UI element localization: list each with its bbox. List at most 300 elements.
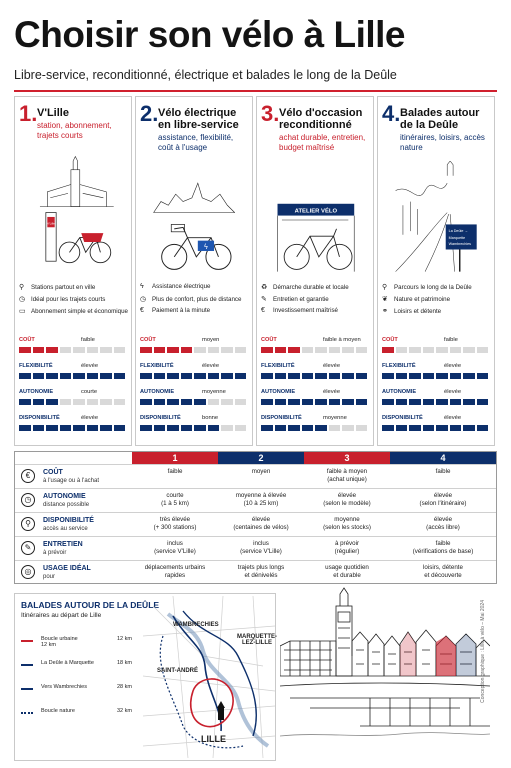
metric-value: moyenne [323, 415, 347, 421]
metric-bar-segment [194, 425, 206, 431]
card-icon: ▭ [19, 308, 26, 315]
metric-bar-segment [140, 399, 152, 405]
table-row-sublabel: à l'usage ou à l'achat [43, 478, 99, 484]
metric-bar-segment [46, 347, 58, 353]
metric-value: élevée [444, 363, 462, 369]
city-lille: LILLE [201, 734, 226, 744]
metric-bar-segment [315, 425, 327, 431]
card-feature-text: Entretien et garantie [273, 296, 329, 303]
metric-bar-segment [382, 425, 394, 431]
table-cell: moyenne (selon les stocks) [323, 516, 371, 531]
metric-bar-segment [73, 399, 85, 405]
table-row-sublabel: accès au service [43, 526, 88, 532]
metric-label: AUTONOMIE [19, 389, 54, 395]
metric-bar-segment [73, 425, 85, 431]
metric-bar-segment [19, 399, 31, 405]
metric-bar [261, 425, 367, 431]
metric-bar-segment [288, 373, 300, 379]
metric-label: AUTONOMIE [382, 389, 417, 395]
metric-bar-segment [181, 399, 193, 405]
metric-bar-segment [342, 373, 354, 379]
metric-bar-segment [382, 347, 394, 353]
metric-bar-segment [87, 399, 99, 405]
wrench-icon: ✎ [21, 541, 35, 555]
table-row [15, 512, 496, 536]
metric-bar-segment [302, 399, 314, 405]
metric-bar-segment [356, 399, 368, 405]
metric-bar-segment [114, 347, 126, 353]
metric-label: AUTONOMIE [261, 389, 296, 395]
metric-bar-segment [100, 399, 112, 405]
metric-bar [140, 399, 246, 405]
clock-icon: ◷ [21, 493, 35, 507]
card-feature-text: Nature et patrimoine [394, 296, 451, 303]
option-card-1 [14, 96, 132, 446]
metric-bar-segment [396, 373, 408, 379]
table-cell: élevée (centaines de vélos) [233, 516, 289, 531]
table-cell: faible à moyen (achat unique) [326, 468, 368, 483]
metric-value: élevée [323, 389, 341, 395]
legend-label: La Deûle à Marquette [41, 660, 94, 666]
metric-bar-segment [356, 347, 368, 353]
table-row [15, 464, 496, 488]
card-feature [382, 295, 450, 303]
metric-bar-segment [140, 425, 152, 431]
metric-bar-segment [181, 373, 193, 379]
map-subtitle: Itinéraires au départ de Lille [21, 612, 102, 619]
card-feature-text: Loisirs et détente [394, 308, 442, 315]
metric-bar-segment [19, 373, 31, 379]
table-row-label: AUTONOMIE [43, 493, 86, 500]
metric-value: élevée [81, 415, 99, 421]
metric-label: FLEXIBILITÉ [261, 363, 295, 369]
metric-bar-segment [100, 347, 112, 353]
table-cell: inclus (service V'Lille) [240, 540, 282, 555]
legend-line [21, 640, 33, 642]
legend-distance: 12 km [117, 636, 132, 642]
metric-bar-segment [235, 347, 247, 353]
euro-icon: € [21, 469, 35, 483]
metric-bar-segment [221, 347, 233, 353]
table-row [15, 488, 496, 512]
table-row [15, 560, 496, 584]
metric-bar-segment [208, 347, 220, 353]
card-feature-text: Abonnement simple et économique [31, 308, 128, 315]
card-feature-text: Plus de confort, plus de distance [152, 296, 242, 303]
metric-bar-segment [382, 373, 394, 379]
metric-bar-segment [409, 399, 421, 405]
metric-bar-segment [342, 425, 354, 431]
legend-label: Vers Wambrechies [41, 684, 87, 690]
table-cell: déplacements urbains rapides [144, 564, 206, 579]
metric-label: DISPONIBILITÉ [140, 415, 181, 421]
metric-bar-segment [261, 347, 273, 353]
map-legend-item [21, 636, 141, 650]
metric-bar-segment [342, 347, 354, 353]
city-saint-andre: SAINT-ANDRÉ [157, 668, 199, 674]
metric-bar-segment [140, 347, 152, 353]
table-cell: faible [435, 468, 451, 475]
metric-bar-segment [167, 399, 179, 405]
metric-bar-segment [275, 373, 287, 379]
table-cell: inclus (service V'Lille) [154, 540, 196, 555]
euro-icon: € [140, 307, 144, 314]
metric-bar-segment [329, 373, 341, 379]
metric-bar-segment [463, 425, 475, 431]
metric-bar-segment [436, 399, 448, 405]
metric-bar-segment [261, 399, 273, 405]
metric-bar [382, 347, 488, 353]
metric-bar-segment [154, 425, 166, 431]
metric-bar-segment [154, 347, 166, 353]
metric-bar-segment [87, 347, 99, 353]
metric-label: DISPONIBILITÉ [19, 415, 60, 421]
metric-bar-segment [46, 373, 58, 379]
card-feature-text: Stations partout en ville [31, 284, 96, 291]
svg-text:V'Lille: V'Lille [47, 221, 55, 226]
card-feature-text: Idéal pour les trajets courts [31, 296, 106, 303]
metric-bar-segment [409, 425, 421, 431]
metric-value: faible [81, 337, 95, 343]
metric-bar-segment [208, 399, 220, 405]
metric-bar-segment [221, 373, 233, 379]
table-row-sublabel: distance possible [43, 502, 90, 508]
table-cell: moyenne à élevée (10 à 25 km) [235, 492, 287, 507]
metric-bar-segment [73, 373, 85, 379]
table-cell: loisirs, détente et découverte [423, 564, 463, 579]
metric-bar-segment [275, 399, 287, 405]
metric-value: bonne [202, 415, 219, 421]
card-feature-text: Assistance électrique [152, 283, 211, 290]
table-cell: trajets plus longs et dénivelés [237, 564, 285, 579]
pin-icon: ⚲ [382, 284, 388, 291]
option-card-2 [135, 96, 253, 446]
table-row-label: DISPONIBILITÉ [43, 517, 94, 524]
metric-bar-segment [450, 425, 462, 431]
card-number: 2. [140, 101, 159, 126]
metric-bar-segment [275, 347, 287, 353]
title-divider [14, 90, 497, 92]
lille-square-sketch [280, 586, 490, 762]
wrench-icon: ✎ [261, 296, 267, 303]
table-cell: moyen [251, 468, 271, 475]
option-card-3 [256, 96, 374, 446]
metric-bar-segment [288, 399, 300, 405]
metric-bar-segment [477, 373, 489, 379]
metric-value: élevée [81, 363, 99, 369]
card-title: Vélo électrique en libre-service [158, 107, 239, 131]
metric-bar-segment [154, 373, 166, 379]
table-header-4: 4 [390, 452, 496, 464]
metric-bar [140, 425, 246, 431]
card-title: Balades autour de la Deûle [400, 107, 480, 131]
page-title: Choisir son vélo à Lille [14, 14, 405, 55]
metric-bar-segment [329, 425, 341, 431]
metric-bar-segment [167, 373, 179, 379]
card-illustration [139, 161, 250, 279]
metric-bar-segment [356, 425, 368, 431]
metric-bar-segment [423, 373, 435, 379]
table-header-1: 1 [132, 452, 218, 464]
metric-bar-segment [60, 347, 72, 353]
metric-bar-segment [342, 399, 354, 405]
metric-value: élevée [323, 363, 341, 369]
card-feature-text: Démarche durable et locale [273, 284, 349, 291]
metric-label: COÛT [261, 337, 277, 343]
metric-bar [382, 373, 488, 379]
city-wambrechies: WAMBRECHIES [173, 622, 219, 628]
city-marquette: MARQUETTE- LEZ-LILLE [237, 634, 277, 646]
metric-label: COÛT [140, 337, 156, 343]
metric-bar [382, 425, 488, 431]
metric-bar-segment [450, 347, 462, 353]
metric-bar-segment [409, 347, 421, 353]
metric-bar-segment [396, 425, 408, 431]
metric-bar-segment [450, 399, 462, 405]
page-subtitle: Libre-service, reconditionné, électrique et balades le long de la Deûle [14, 68, 397, 82]
metric-bar-segment [33, 399, 45, 405]
metric-bar-segment [396, 399, 408, 405]
comparison-table [14, 451, 497, 584]
card-feature [140, 283, 210, 290]
metric-label: DISPONIBILITÉ [382, 415, 423, 421]
metric-value: moyen [202, 337, 220, 343]
metric-bar-segment [167, 425, 179, 431]
metric-bar-segment [423, 425, 435, 431]
metric-bar [19, 347, 125, 353]
metric-bar-segment [315, 347, 327, 353]
deule-map-panel [14, 593, 276, 761]
metric-bar-segment [329, 347, 341, 353]
metric-bar-segment [114, 425, 126, 431]
table-row-sublabel: à prévoir [43, 550, 67, 556]
metric-bar-segment [73, 347, 85, 353]
card-subtitle: achat durable, entretien, budget maîtrisé [279, 133, 366, 152]
card-illustration [260, 161, 371, 279]
pin-icon: ⚲ [21, 517, 35, 531]
metric-bar-segment [46, 425, 58, 431]
metric-bar-segment [382, 399, 394, 405]
metric-bar-segment [33, 425, 45, 431]
table-cell: élevée (selon le modèle) [323, 492, 371, 507]
table-cell: élevée (selon l'itinéraire) [419, 492, 467, 507]
metric-bar-segment [235, 425, 247, 431]
metric-bar-segment [436, 425, 448, 431]
svg-text:ATELIER VÉLO: ATELIER VÉLO [294, 208, 338, 215]
clock-icon: ◷ [140, 296, 147, 303]
metric-bar-segment [194, 399, 206, 405]
card-feature [19, 295, 105, 303]
lille-belfry-icon [217, 701, 225, 720]
card-feature [140, 307, 210, 314]
metric-bar-segment [221, 425, 233, 431]
metric-bar-segment [302, 425, 314, 431]
metric-label: FLEXIBILITÉ [382, 363, 416, 369]
metric-bar-segment [33, 347, 45, 353]
metric-bar-segment [208, 373, 220, 379]
metric-bar-segment [194, 373, 206, 379]
metric-label: DISPONIBILITÉ [261, 415, 302, 421]
clock-icon: ◷ [19, 296, 26, 303]
recycle-icon: ♻ [261, 284, 268, 291]
metric-bar-segment [450, 373, 462, 379]
metric-bar-segment [194, 347, 206, 353]
metric-bar-segment [140, 373, 152, 379]
credit-text: Conception graphique : Lille à vélo – Mai 2024 [480, 600, 486, 703]
card-illustration [18, 155, 129, 273]
metric-value: courte [81, 389, 98, 395]
table-cell: à prévoir (régulier) [334, 540, 360, 555]
metric-bar-segment [436, 373, 448, 379]
metric-label: FLEXIBILITÉ [19, 363, 53, 369]
metric-bar [140, 347, 246, 353]
metric-bar [382, 399, 488, 405]
metric-bar-segment [436, 347, 448, 353]
legend-distance: 28 km [117, 684, 132, 690]
metric-bar-segment [181, 347, 193, 353]
metric-bar-segment [221, 399, 233, 405]
metric-value: faible [444, 337, 458, 343]
table-row [15, 536, 496, 560]
metric-bar-segment [100, 425, 112, 431]
metric-bar-segment [87, 373, 99, 379]
metric-label: COÛT [382, 337, 398, 343]
metric-bar-segment [60, 373, 72, 379]
legend-distance: 18 km [117, 660, 132, 666]
metric-bar-segment [261, 425, 273, 431]
table-header-3: 3 [304, 452, 390, 464]
metric-bar [261, 399, 367, 405]
card-title: Vélo d'occasion reconditionné [279, 107, 363, 131]
metric-bar-segment [302, 347, 314, 353]
option-card-4 [377, 96, 495, 446]
metric-bar-segment [302, 373, 314, 379]
metric-bar [19, 373, 125, 379]
table-cell: usage quotidien et durable [325, 564, 369, 579]
metric-bar [261, 347, 367, 353]
map-legend-item [21, 660, 141, 674]
card-number: 4. [382, 101, 401, 126]
svg-text:Marquette: Marquette [448, 236, 466, 241]
metric-bar-segment [19, 425, 31, 431]
metric-bar-segment [329, 399, 341, 405]
metric-bar [140, 373, 246, 379]
card-feature [261, 283, 349, 291]
legend-label: Boucle urbaine 12 km [41, 636, 78, 648]
metric-bar-segment [167, 347, 179, 353]
metric-value: élevée [444, 389, 462, 395]
metric-bar [261, 373, 367, 379]
bolt-icon: ϟ [140, 283, 144, 290]
metric-bar-segment [100, 373, 112, 379]
card-feature [19, 283, 95, 291]
pin-icon: ⚲ [19, 284, 25, 291]
table-header-2: 2 [218, 452, 304, 464]
metric-bar-segment [315, 373, 327, 379]
metric-bar-segment [19, 347, 31, 353]
bike-icon: ⚭ [382, 308, 388, 315]
table-row-label: USAGE IDÉAL [43, 565, 91, 572]
metric-bar-segment [288, 347, 300, 353]
card-subtitle: assistance, flexibilité, coût à l'usage [158, 133, 234, 152]
table-row-label: COÛT [43, 469, 63, 476]
metric-bar-segment [33, 373, 45, 379]
metric-bar-segment [114, 399, 126, 405]
card-feature-text: Paiement à la minute [152, 307, 211, 314]
metric-bar-segment [463, 399, 475, 405]
route-urban-loop [191, 679, 233, 727]
card-subtitle: itinéraires, loisirs, accès nature [400, 133, 485, 152]
euro-icon: € [261, 307, 265, 314]
card-feature [382, 307, 441, 315]
metric-bar-segment [315, 399, 327, 405]
card-number: 3. [261, 101, 280, 126]
metric-bar-segment [208, 425, 220, 431]
legend-line [21, 688, 33, 690]
card-feature [140, 295, 241, 303]
metric-bar [19, 399, 125, 405]
metric-bar-segment [46, 399, 58, 405]
card-title: V'Lille [37, 107, 69, 119]
card-feature [261, 295, 329, 303]
table-cell: courte (1 à 5 km) [161, 492, 189, 507]
table-row-sublabel: pour [43, 574, 56, 580]
table-cell: faible (vérifications de base) [412, 540, 474, 555]
map-legend-item [21, 708, 141, 722]
metric-bar-segment [87, 425, 99, 431]
metric-bar-segment [409, 373, 421, 379]
metric-bar-segment [288, 425, 300, 431]
metric-bar-segment [423, 347, 435, 353]
metric-label: AUTONOMIE [140, 389, 175, 395]
card-illustration [381, 161, 492, 279]
metric-value: élevée [444, 415, 462, 421]
card-feature [382, 283, 472, 291]
metric-bar-segment [235, 399, 247, 405]
card-feature [261, 307, 338, 314]
metric-bar-segment [60, 399, 72, 405]
legend-line [21, 712, 33, 714]
leaf-icon: ❦ [382, 296, 388, 303]
metric-bar-segment [423, 399, 435, 405]
legend-line [21, 664, 33, 666]
metric-bar-segment [275, 425, 287, 431]
target-icon: ◎ [21, 565, 35, 579]
metric-bar-segment [261, 373, 273, 379]
legend-distance: 32 km [117, 708, 132, 714]
table-cell: élevée (accès libre) [426, 516, 460, 531]
legend-label: Boucle nature [41, 708, 75, 714]
card-feature-text: Parcours le long de la Deûle [394, 284, 472, 291]
metric-bar-segment [477, 347, 489, 353]
metric-bar-segment [396, 347, 408, 353]
card-feature-text: Investissement maîtrisé [273, 307, 338, 314]
svg-text:La Deûle →: La Deûle → [448, 228, 469, 233]
table-row-label: ENTRETIEN [43, 541, 83, 548]
metric-bar-segment [463, 347, 475, 353]
metric-bar-segment [463, 373, 475, 379]
card-subtitle: station, abonnement, trajets courts [37, 121, 112, 140]
card-number: 1. [19, 101, 38, 126]
svg-text:ϟ: ϟ [203, 241, 209, 251]
metric-bar-segment [235, 373, 247, 379]
map-title: BALADES AUTOUR DE LA DEÛLE [21, 600, 160, 610]
metric-bar-segment [356, 373, 368, 379]
map-legend-item [21, 684, 141, 698]
metric-bar-segment [477, 425, 489, 431]
metric-bar-segment [154, 399, 166, 405]
metric-value: élevée [202, 363, 220, 369]
